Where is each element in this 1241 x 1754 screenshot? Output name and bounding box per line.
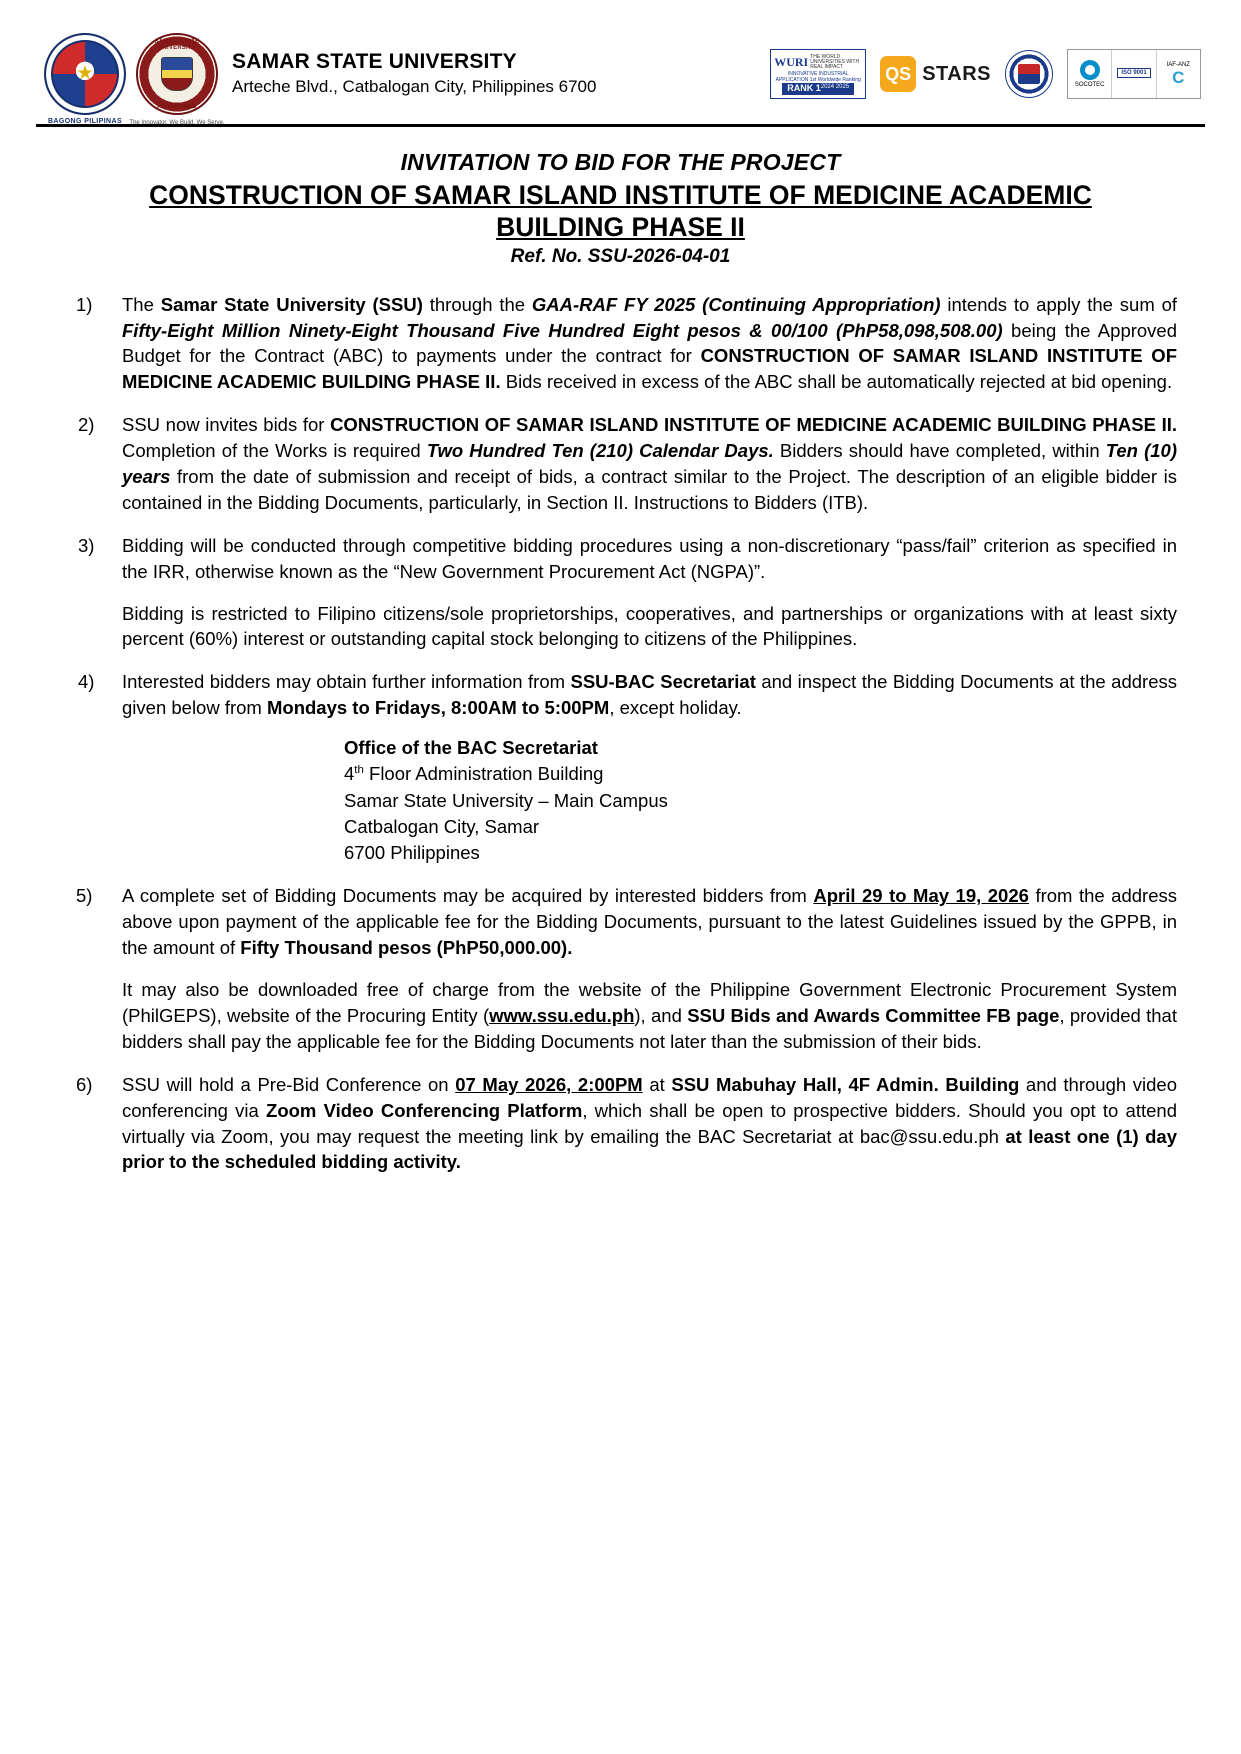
clause6-email[interactable]: bac@ssu.edu.ph <box>859 1125 999 1147</box>
organization-address: Arteche Blvd., Catbalogan City, Philippines 6700 <box>232 77 597 97</box>
clause6-venue: SSU Mabuhay Hall, 4F Admin. Building <box>671 1073 1020 1095</box>
clause-item <box>64 292 1177 396</box>
address-line-4: Catbalogan City, Samar <box>344 815 540 837</box>
ssu-seal-bottom-text: PHILIPPINES <box>157 104 197 110</box>
document-title-block <box>0 149 1241 268</box>
agency-seal-icon <box>1005 50 1053 98</box>
organization-name: SAMAR STATE UNIVERSITY <box>232 49 517 73</box>
clause3-paragraph-1: Bidding will be conducted through competitive bidding procedures using a non-discretionary “pass/fail” criterion as specified in the IRR, otherwise known as the “New Government Procurement Act (NGPA)”. <box>122 534 1177 582</box>
clause4-hours: Mondays to Fridays, 8:00AM to 5:00PM <box>266 697 610 719</box>
ordinal-suffix: th <box>354 764 364 777</box>
clause1-amount-words: Fifty-Eight Million Ninety-Eight Thousand Five Hundred Eight pesos & 00/100 (PhP58,098,508.00) <box>122 319 1003 341</box>
iaf-label: IAF-ANZ <box>1166 62 1190 69</box>
letterhead-logos <box>44 33 225 126</box>
iso-cert-cell <box>1112 50 1156 98</box>
iso-label: ISO 9001 <box>1117 68 1150 78</box>
clause3-paragraph-2: Bidding is restricted to Filipino citizens/sole proprietorships, cooperatives, and partnerships or organizations with at least sixty percent (60%) interest or outstanding capital stock belonging to citizens of the Philippines. <box>122 602 1177 650</box>
clause-item <box>64 412 1177 516</box>
clause-item <box>64 669 1177 866</box>
iaf-cert-cell <box>1157 50 1200 98</box>
wuri-wordmark: WURI <box>774 54 809 69</box>
bagong-pilipinas-caption: BAGONG PILIPINAS <box>47 118 123 125</box>
clause2-experience-years: Ten (10) years <box>122 440 1178 487</box>
clause4-office: SSU-BAC Secretariat <box>570 671 756 693</box>
clause-item <box>64 1072 1177 1176</box>
clause-number: 1) <box>76 293 93 315</box>
clause-text <box>122 533 1177 653</box>
wuri-subtitle: THE WORLD UNIVERSITIES WITH REAL IMPACT <box>810 53 860 71</box>
ssu-seal-top-text: SAMAR STATE UNIVERSITY <box>154 39 200 51</box>
socotec-label: SOCOTEC <box>1074 81 1105 88</box>
clause-number: 6) <box>76 1073 93 1095</box>
clause-text: Interested bidders may obtain further information from SSU-BAC Secretariat and inspect the Bidding Documents at the address given below from Mondays to Fridays, 8:00AM to 5:00PM, except holiday. Office of the BAC Secretariat 4th Floor Administration Building Samar State University – Main Campus Catbalogan City, Samar 6700 Philippines <box>122 669 1177 866</box>
letterhead-text <box>232 50 596 98</box>
page-title: CONSTRUCTION OF SAMAR ISLAND INSTITUTE OF MEDICINE ACADEMIC BUILDING PHASE II <box>149 180 1092 243</box>
bac-secretariat-address <box>122 735 1177 866</box>
clause6-prebid-datetime: 07 May 2026, 2:00PM <box>455 1073 643 1095</box>
qs-stars-badge-icon <box>880 56 991 92</box>
wuri-badge-icon <box>770 49 866 99</box>
clause-number: 4) <box>78 671 95 693</box>
clause-number: 2) <box>78 414 95 436</box>
ssu-crest-icon <box>161 57 193 91</box>
clause6-deadline-note: at least one (1) day prior to the scheduled bidding activity. <box>122 1125 1177 1173</box>
clause2-duration: Two Hundred Ten (210) Calendar Days. <box>426 440 774 462</box>
clause-text: SSU now invites bids for CONSTRUCTION OF SAMAR ISLAND INSTITUTE OF MEDICINE ACADEMIC BUILDING PHASE II. Completion of the Works is required Two Hundred Ten (210) Calendar Days. Bidders should have completed, within Ten (10) years from the date of submission and receipt of bids, a contract similar to the Project. The description of an eligible bidder is contained in the Bidding Documents, particularly, in Section II. Instructions to Bidders (ITB). <box>122 414 1178 513</box>
wuri-rank-label: RANK 1 <box>787 83 821 94</box>
clause6-platform: Zoom Video Conferencing Platform <box>266 1099 583 1121</box>
c-mark-icon: C <box>1172 67 1185 87</box>
ssu-seal-icon <box>129 33 225 126</box>
accreditation-badges <box>770 49 1201 99</box>
clause1-fund-source: GAA-RAF FY 2025 (Continuing Appropriation) <box>531 293 941 315</box>
reference-number: Ref. No. SSU-2026-04-01 <box>510 245 731 267</box>
clause-item <box>64 533 1177 653</box>
clause-item <box>64 883 1177 1054</box>
address-title: Office of the BAC Secretariat <box>344 737 598 759</box>
wuri-category: INNOVATIVE INDUSTRIAL APPLICATION 1st Worldwide Ranking <box>775 71 861 83</box>
address-line-2: 4th Floor Administration Building <box>344 763 604 785</box>
letterhead <box>0 28 1241 126</box>
clause2-project-name: CONSTRUCTION OF SAMAR ISLAND INSTITUTE OF MEDICINE ACADEMIC BUILDING PHASE II. <box>330 414 1177 436</box>
invitation-line: INVITATION TO BID FOR THE PROJECT <box>400 149 841 175</box>
clause1-entity: Samar State University (SSU) <box>160 293 423 315</box>
clause5-website-link[interactable]: www.ssu.edu.ph <box>489 1005 635 1027</box>
wuri-rank-year: 2024 2025 <box>820 84 850 91</box>
qs-stars-label: STARS <box>922 62 991 85</box>
address-line-5: 6700 Philippines <box>344 842 480 864</box>
clause5-fb-page: SSU Bids and Awards Committee FB page <box>687 1005 1060 1027</box>
clause-number: 5) <box>76 885 93 907</box>
clause-number: 3) <box>78 534 95 556</box>
clause-text: The Samar State University (SSU) through the GAA-RAF FY 2025 (Continuing Appropriation) intends to apply the sum of Fifty-Eight Million Ninety-Eight Thousand Five Hundred Eight pesos & 00/100 (PhP58,098,508.00) being the Approved Budget for the Contract (ABC) to payments under the contract for CONSTRUCTION OF SAMAR ISLAND INSTITUTE OF MEDICINE ACADEMIC BUILDING PHASE II. Bids received in excess of the ABC shall be automatically rejected at bid opening. <box>122 293 1178 393</box>
document-body <box>64 292 1177 1176</box>
socotec-logo-icon <box>1080 60 1100 80</box>
address-line-3: Samar State University – Main Campus <box>344 789 668 811</box>
philippine-seal-icon <box>44 33 126 125</box>
clause5-fee: Fifty Thousand pesos (PhP50,000.00). <box>240 937 573 959</box>
clause1-project-name: CONSTRUCTION OF SAMAR ISLAND INSTITUTE OF MEDICINE ACADEMIC BUILDING PHASE II. <box>122 345 1177 393</box>
clause-text: SSU will hold a Pre-Bid Conference on 07 May 2026, 2:00PM at SSU Mabuhay Hall, 4F Admin. Building and through video conferencing via Zoom Video Conferencing Platform, which shall be open to prospective bidders. Should you opt to attend virtually via Zoom, you may request the meeting link by emailing the BAC Secretariat at bac@ssu.edu.ph at least one (1) day prior to the scheduled bidding activity. <box>122 1073 1177 1173</box>
socotec-cert-cell <box>1068 50 1112 98</box>
qs-logo-icon: QS <box>880 56 916 92</box>
clause5-availability-dates: April 29 to May 19, 2026 <box>813 885 1029 907</box>
certification-badge-icon <box>1067 49 1201 99</box>
clause-text: A complete set of Bidding Documents may be acquired by interested bidders from April 29 to May 19, 2026 from the address above upon payment of the applicable fee for the Bidding Documents, pursuant to the latest Guidelines issued by the GPPB, in the amount of Fifty Thousand pesos (PhP50,000.00). It may also be downloaded free of charge from the website of the Philippine Government Electronic Procurement System (PhilGEPS), website of the Procuring Entity (www.ssu.edu.ph), and SSU Bids and Awards Committee FB page, provided that bidders shall pay the applicable fee for the Bidding Documents not later than the submission of their bids. <box>122 885 1177 1052</box>
ssu-seal-tagline: The Innovator, We Build, We Serve. <box>129 120 225 126</box>
